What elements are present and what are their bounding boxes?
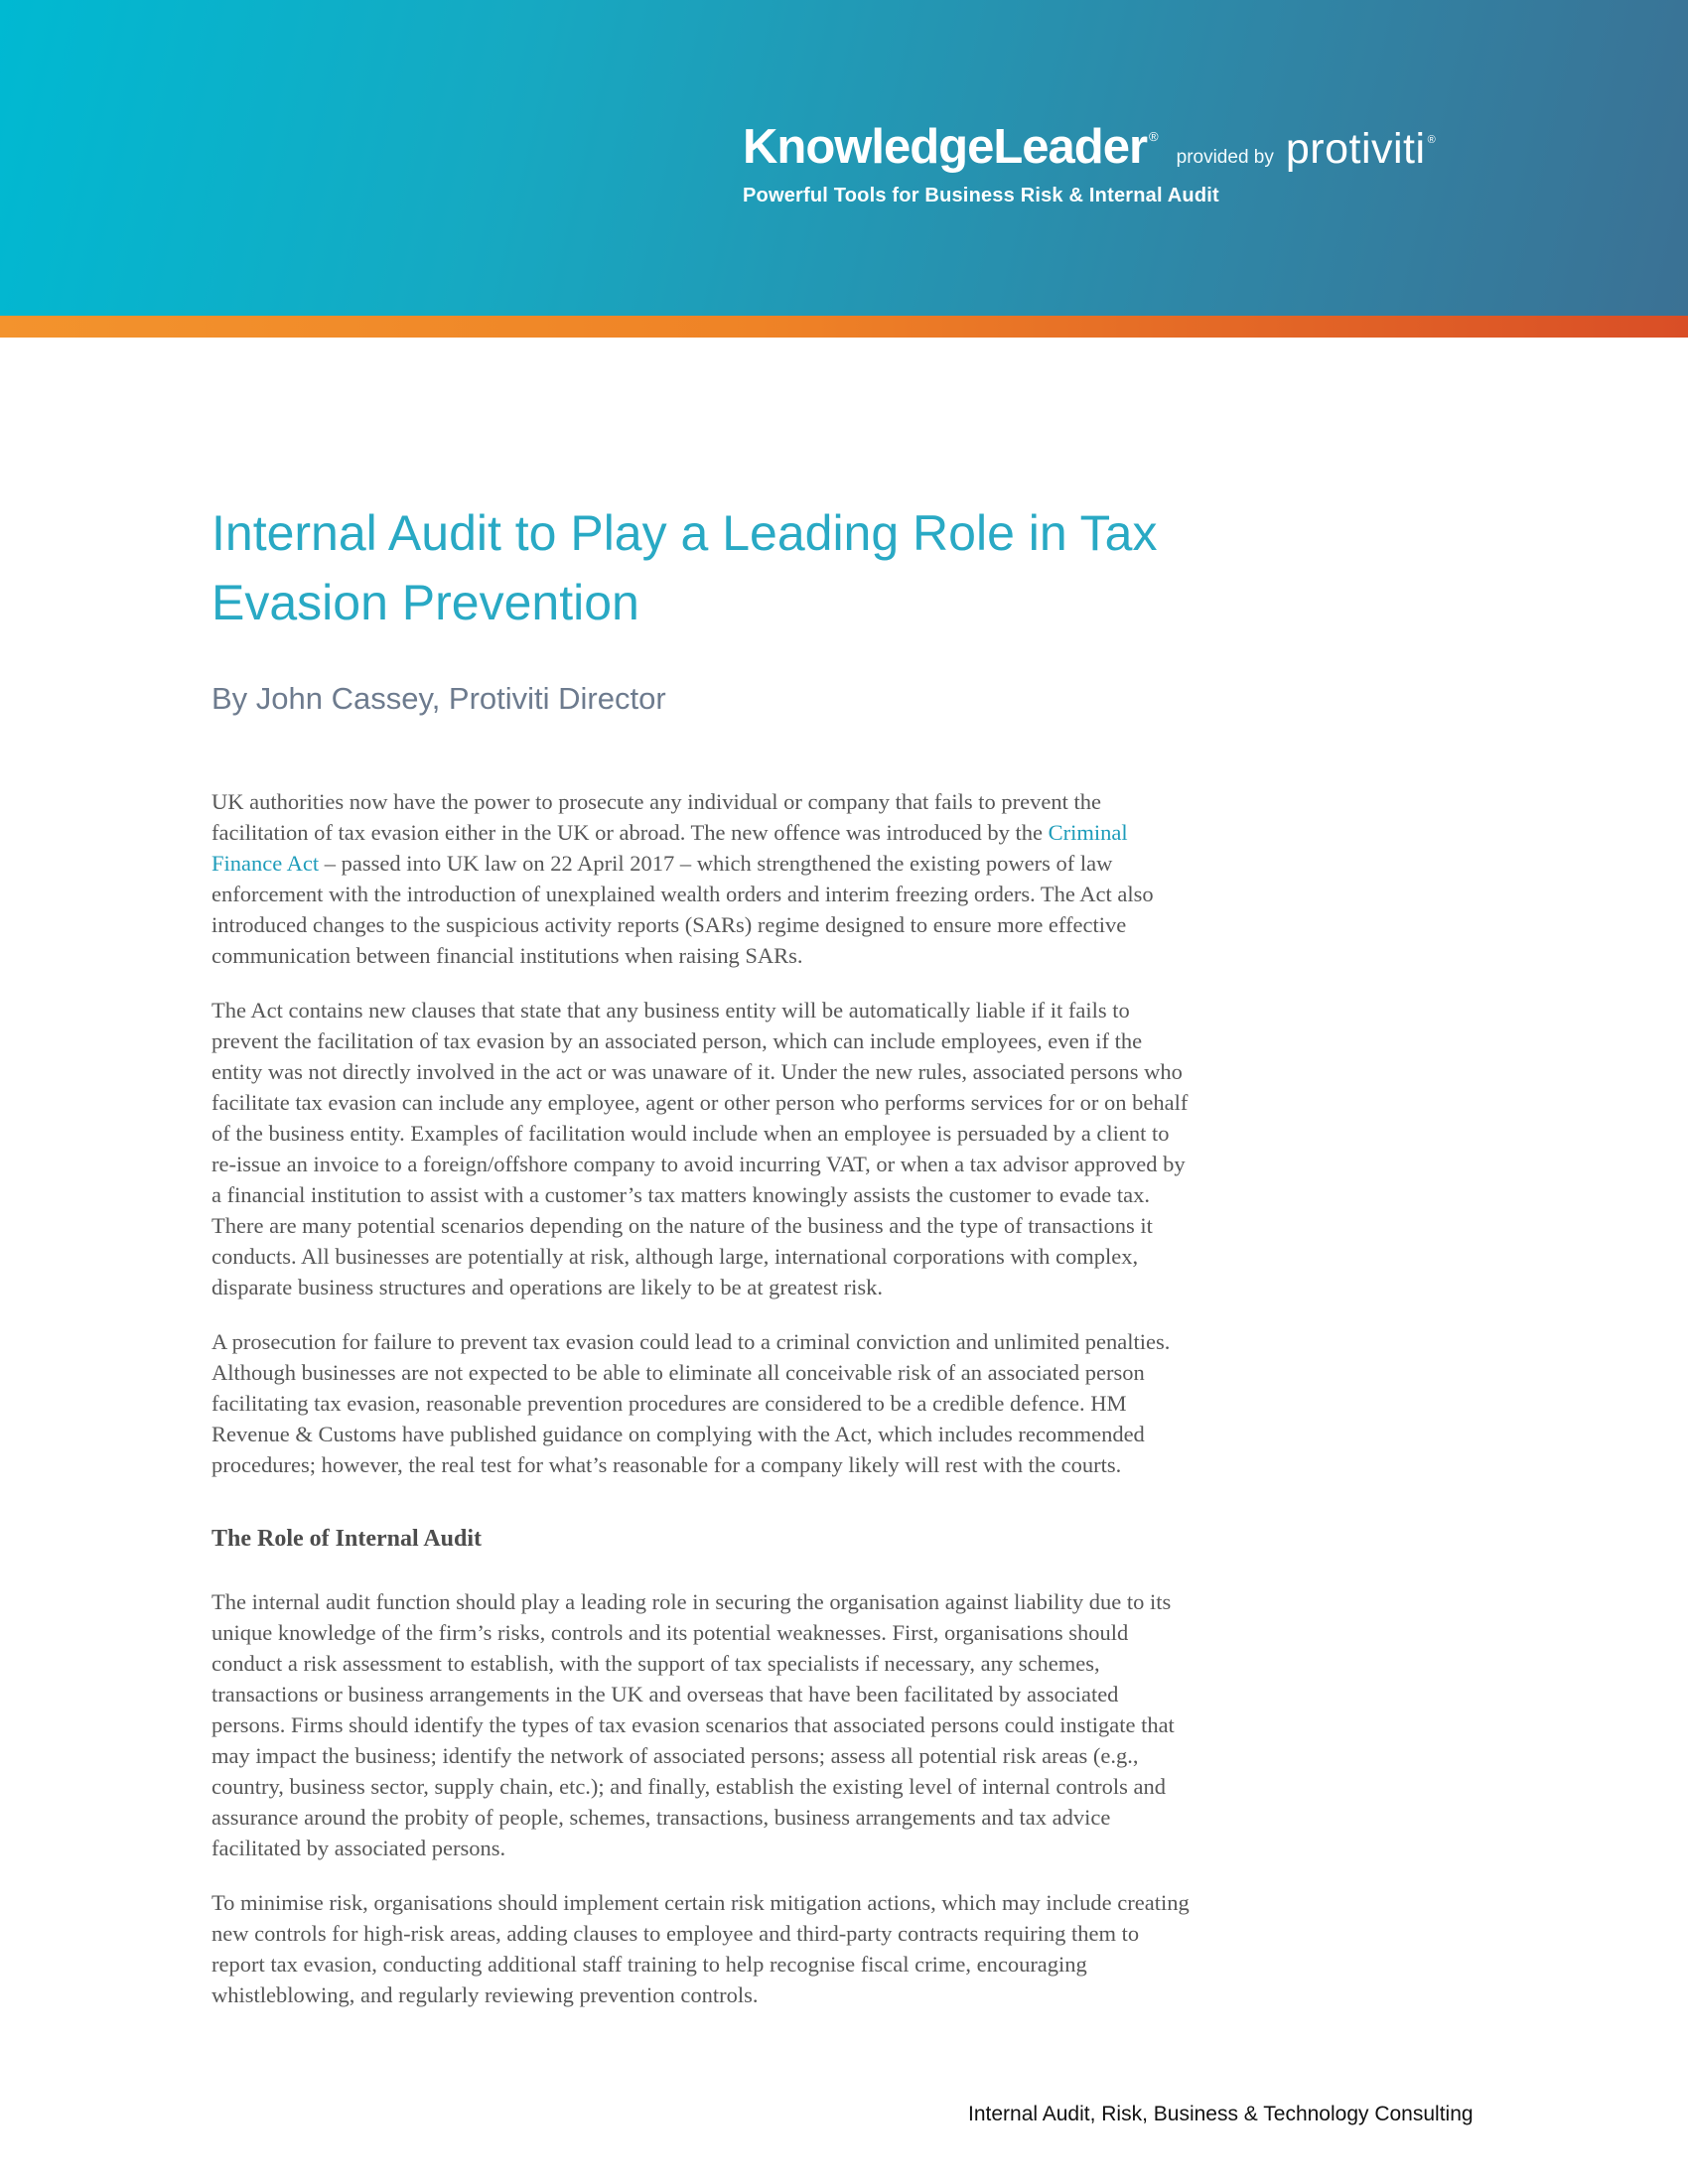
paragraph-internal-audit-role: The internal audit function should play a leading role in securing the organisation against liability due to its unique knowledge of the firm’s risks, controls and its potential weaknesses. First, organisations should conduct a risk assessment to establish, with the support of tax specialists if necessary, any schemes, transactions or business arrangements in the UK and overseas that have been facilitated by associated persons. Firms should identify the types of tax evasion scenarios that associated persons could instigate that may impact the business; identify the network of associated persons; assess all potential risk areas (e.g., country, business sector, supply chain, etc.); and finally, establish the existing level of internal controls and assurance around the probity of people, schemes, transactions, business arrangements and tax advice facilitated by associated persons. — [211, 1589, 1175, 1860]
intro-text-before-link: UK authorities now have the power to prosecute any individual or company that fails to prevent the facilitation of tax evasion either in the UK or abroad. The new offence was introduced by the — [211, 789, 1102, 845]
logo-tagline: Powerful Tools for Business Risk & Internal Audit — [743, 185, 1219, 206]
article-content — [211, 338, 1214, 2034]
protiviti-wordmark: protiviti — [1285, 125, 1426, 173]
byline: By John Cassey, Protiviti Director — [211, 681, 666, 716]
registered-trademark-icon: ® — [1149, 129, 1159, 144]
knowledgeleader-logo — [743, 119, 1436, 207]
registered-trademark-icon: ® — [1427, 134, 1436, 146]
paragraph-prosecution: A prosecution for failure to prevent tax evasion could lead to a criminal conviction and unlimited penalties. Although businesses are not expected to be able to eliminate all conceivable risk of an associated person facilitating tax evasion, reasonable prevention procedures are considered to be a credible defence. HM Revenue & Customs have published guidance on complying with the Act, which includes recommended procedures; however, the real test for what’s reasonable for a company likely will rest with the courts. — [211, 1329, 1171, 1477]
provided-by-label: provided by — [1176, 147, 1274, 168]
page-title: Internal Audit to Play a Leading Role in Tax Evasion Prevention — [211, 505, 1158, 630]
paragraph-liability: The Act contains new clauses that state that any business entity will be automatically liable if it fails to prevent the facilitation of tax evasion by an associated person, which can include employees, even if the entity was not directly involved in the act or was unaware of it. Under the new rules, associated persons who facilitate tax evasion can include any employee, agent or other person who performs services for or on behalf of the business entity. Examples of facilitation would include when an employee is persuaded by a client to re-issue an invoice to a foreign/offshore company to avoid incurring VAT, or when a tax advisor approved by a financial institution to assist with a customer’s tax matters knowingly assists the customer to evade tax. There are many potential scenarios depending on the nature of the business and the type of transactions it conducts. All businesses are potentially at risk, although large, international corporations with complex, disparate business structures and operations are likely to be at greatest risk. — [211, 998, 1189, 1299]
body-copy — [211, 786, 1196, 2010]
paragraph-intro — [211, 786, 1196, 971]
header-banner — [0, 0, 1688, 316]
accent-stripe — [0, 316, 1688, 338]
intro-text-after-link: – passed into UK law on 22 April 2017 – which strengthened the existing powers of law enforcement with the introduction of unexplained wealth orders and interim freezing orders. The Act also introduced changes to the suspicious activity reports (SARs) regime designed to ensure more effective communication between financial institutions when raising SARs. — [211, 851, 1154, 968]
knowledgeleader-wordmark: KnowledgeLeader — [743, 120, 1148, 174]
criminal-finance-act-link[interactable]: Criminal Finance Act — [211, 820, 1128, 876]
section-heading-role-of-internal-audit: The Role of Internal Audit — [211, 1526, 483, 1552]
paragraph-risk-mitigation: To minimise risk, organisations should implement certain risk mitigation actions, which may include creating new controls for high-risk areas, adding clauses to employee and third-party contracts requiring them to report tax evasion, conducting additional staff training to help recognise fiscal crime, encouraging whistleblowing, and regularly reviewing prevention controls. — [211, 1890, 1190, 2007]
logo-row — [743, 119, 1436, 175]
footer-text: Internal Audit, Risk, Business & Technology Consulting — [968, 2103, 1474, 2125]
